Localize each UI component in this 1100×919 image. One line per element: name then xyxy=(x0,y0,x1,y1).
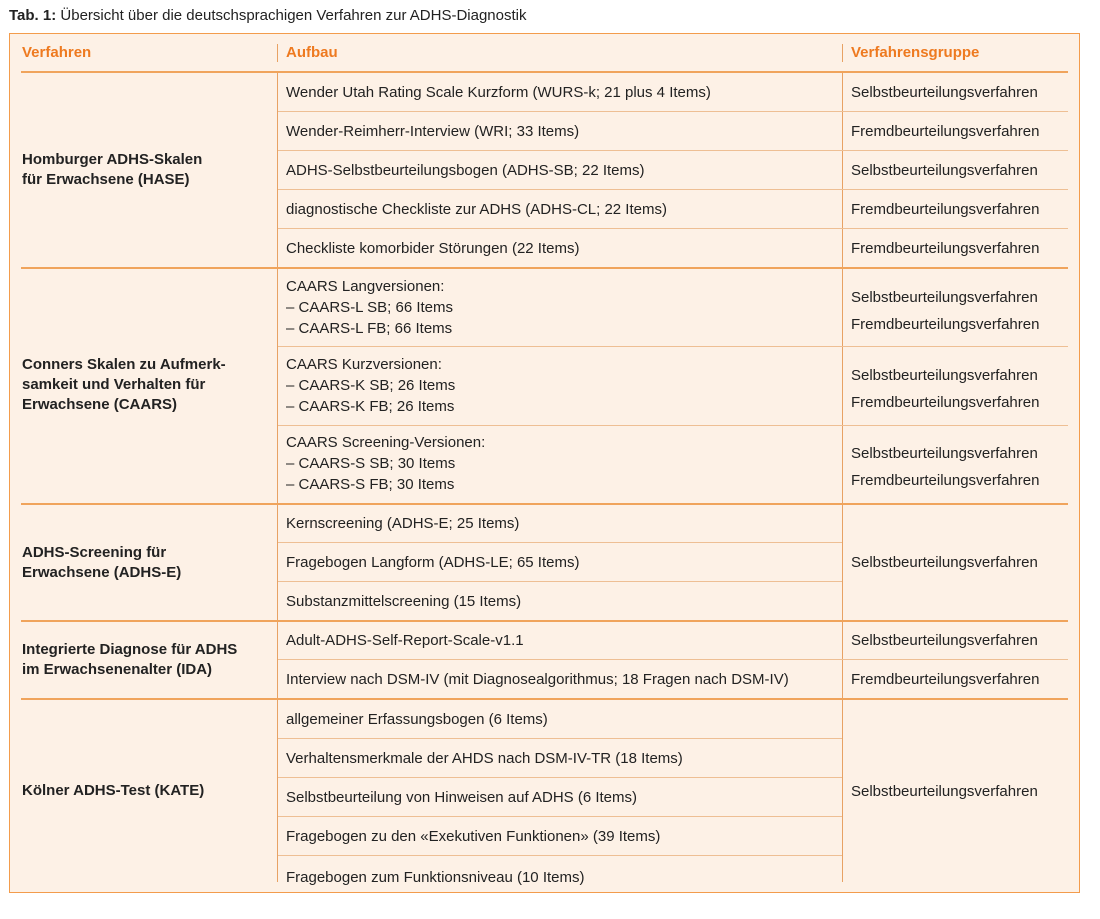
group-rule xyxy=(21,620,1068,622)
aufbau-line: – CAARS-K FB; 26 Items xyxy=(286,398,455,415)
row-divider xyxy=(278,150,1068,151)
aufbau-cell: Verhaltensmerkmale der AHDS nach DSM-IV-TR (18 Items) xyxy=(286,750,683,767)
column-separator xyxy=(277,505,278,620)
header-verfahrensgruppe: Verfahrensgruppe xyxy=(851,44,980,61)
group-rule xyxy=(21,267,1068,269)
column-separator xyxy=(842,622,843,698)
aufbau-cell: Fragebogen Langform (ADHS-LE; 65 Items) xyxy=(286,554,580,571)
group-cell: Fremdbeurteilungsverfahren xyxy=(851,201,1040,218)
procedure-name-line: im Erwachsenenalter (IDA) xyxy=(22,661,213,678)
group-cell: Fremdbeurteilungsverfahren xyxy=(851,671,1040,688)
group-rule xyxy=(21,503,1068,505)
group-cell: Selbstbeurteilungsverfahren xyxy=(851,162,1038,179)
procedure-name-line: Conners Skalen zu Aufmerk- xyxy=(22,356,226,373)
group-cell xyxy=(851,284,1039,338)
row-divider xyxy=(278,777,842,778)
row-divider xyxy=(278,425,1068,426)
procedure-name-ida xyxy=(22,640,237,680)
column-separator xyxy=(842,700,843,882)
procedure-name-line: Kölner ADHS-Test (KATE) xyxy=(22,782,205,799)
row-divider xyxy=(278,111,1068,112)
procedure-name-adhs-e xyxy=(22,543,181,583)
procedure-name-line: für Erwachsene (HASE) xyxy=(22,171,190,188)
row-divider xyxy=(278,659,1068,660)
group-cell: Fremdbeurteilungsverfahren xyxy=(851,240,1040,257)
group-cell xyxy=(851,362,1039,416)
caption-label: Tab. 1: xyxy=(9,7,57,24)
aufbau-line: – CAARS-S SB; 30 Items xyxy=(286,455,456,472)
row-divider xyxy=(278,346,1068,347)
aufbau-line: – CAARS-K SB; 26 Items xyxy=(286,377,456,394)
aufbau-line: CAARS Langversionen: xyxy=(286,278,445,295)
procedure-name-line: Homburger ADHS-Skalen xyxy=(22,151,203,168)
group-cell: Selbstbeurteilungsverfahren xyxy=(851,632,1038,649)
procedure-name-caars xyxy=(22,355,226,415)
aufbau-cell xyxy=(286,354,455,417)
aufbau-cell: Wender-Reimherr-Interview (WRI; 33 Items) xyxy=(286,123,580,140)
row-divider xyxy=(278,542,842,543)
aufbau-cell: Substanzmittelscreening (15 Items) xyxy=(286,593,522,610)
group-cell: Fremdbeurteilungsverfahren xyxy=(851,123,1040,140)
procedure-name-line: ADHS-Screening für xyxy=(22,544,167,561)
aufbau-cell: Fragebogen zu den «Exekutiven Funktionen» (39 Items) xyxy=(286,828,661,845)
group-line: Fremdbeurteilungsverfahren xyxy=(851,394,1040,411)
column-separator xyxy=(842,505,843,620)
procedure-name-kate xyxy=(22,781,204,801)
row-divider xyxy=(278,189,1068,190)
row-divider xyxy=(278,228,1068,229)
group-line: Selbstbeurteilungsverfahren xyxy=(851,289,1038,306)
table-caption xyxy=(9,6,526,26)
aufbau-cell: Adult-ADHS-Self-Report-Scale-v1.1 xyxy=(286,632,524,649)
procedure-name-line: Erwachsene (CAARS) xyxy=(22,396,178,413)
aufbau-cell: Interview nach DSM-IV (mit Diagnosealgorithmus; 18 Fragen nach DSM-IV) xyxy=(286,671,789,688)
header-separator xyxy=(842,44,843,62)
group-cell: Selbstbeurteilungsverfahren xyxy=(851,84,1038,101)
header-separator xyxy=(277,44,278,62)
row-divider xyxy=(278,738,842,739)
aufbau-line: CAARS Kurzversionen: xyxy=(286,356,442,373)
group-line: Fremdbeurteilungsverfahren xyxy=(851,316,1040,333)
aufbau-cell xyxy=(286,432,485,495)
caption-text: Übersicht über die deutschsprachigen Verfahren zur ADHS-Diagnostik xyxy=(56,7,527,24)
aufbau-cell: Wender Utah Rating Scale Kurzform (WURS-k; 21 plus 4 Items) xyxy=(286,84,711,101)
aufbau-cell: Kernscreening (ADHS-E; 25 Items) xyxy=(286,515,520,532)
group-cell: Selbstbeurteilungsverfahren xyxy=(851,554,1038,571)
aufbau-line: – CAARS-S FB; 30 Items xyxy=(286,476,455,493)
aufbau-cell: ADHS-Selbstbeurteilungsbogen (ADHS-SB; 22 Items) xyxy=(286,162,645,179)
group-line: Selbstbeurteilungsverfahren xyxy=(851,445,1038,462)
procedure-name-line: Erwachsene (ADHS-E) xyxy=(22,564,182,581)
procedure-name-line: samkeit und Verhalten für xyxy=(22,376,206,393)
group-line: Selbstbeurteilungsverfahren xyxy=(851,367,1038,384)
row-divider xyxy=(278,816,842,817)
row-divider xyxy=(278,581,842,582)
group-rule xyxy=(21,698,1068,700)
aufbau-cell: Checkliste komorbider Störungen (22 Items) xyxy=(286,240,580,257)
header-aufbau: Aufbau xyxy=(286,44,338,61)
procedure-name-line: Integrierte Diagnose für ADHS xyxy=(22,641,238,658)
group-cell xyxy=(851,440,1039,494)
aufbau-cell: Selbstbeurteilung von Hinweisen auf ADHS (6 Items) xyxy=(286,789,638,806)
aufbau-cell: allgemeiner Erfassungsbogen (6 Items) xyxy=(286,711,548,728)
aufbau-line: CAARS Screening-Versionen: xyxy=(286,434,486,451)
header-verfahren: Verfahren xyxy=(22,44,92,61)
column-separator xyxy=(277,622,278,698)
aufbau-cell xyxy=(286,276,453,339)
group-line: Fremdbeurteilungsverfahren xyxy=(851,472,1040,489)
row-divider xyxy=(278,855,842,856)
column-separator xyxy=(277,269,278,503)
header-rule xyxy=(21,71,1068,73)
aufbau-cell: diagnostische Checkliste zur ADHS (ADHS-CL; 22 Items) xyxy=(286,201,667,218)
aufbau-line: – CAARS-L FB; 66 Items xyxy=(286,320,453,337)
group-cell: Selbstbeurteilungsverfahren xyxy=(851,783,1038,800)
column-separator xyxy=(277,73,278,267)
aufbau-cell: Fragebogen zum Funktionsniveau (10 Items) xyxy=(286,869,585,886)
aufbau-line: – CAARS-L SB; 66 Items xyxy=(286,299,454,316)
procedure-name-hase xyxy=(22,150,202,190)
column-separator xyxy=(842,269,843,503)
column-separator xyxy=(842,73,843,267)
